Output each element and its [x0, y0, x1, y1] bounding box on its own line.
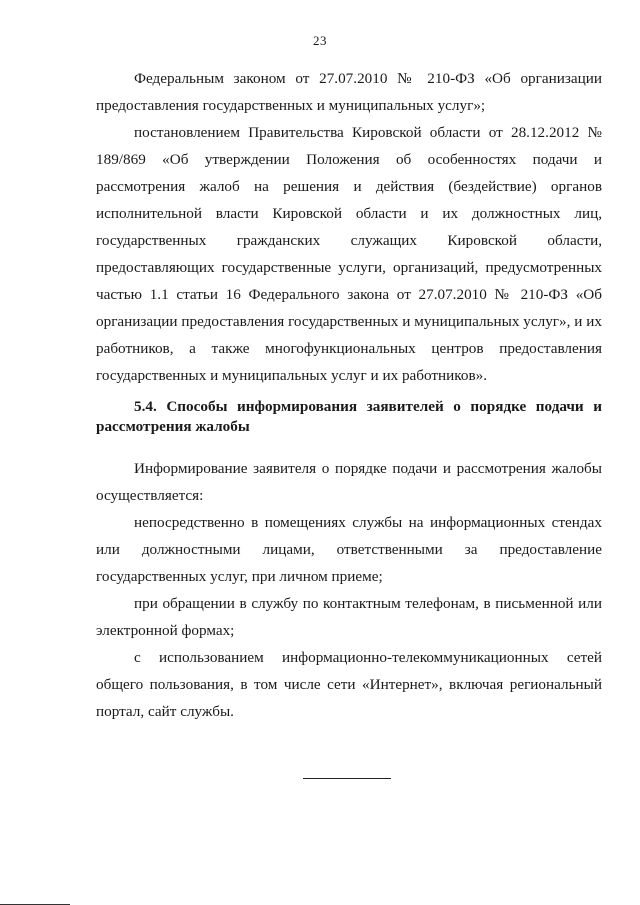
- document-body: [96, 65, 602, 725]
- page-number: 23: [313, 33, 327, 48]
- paragraph-informing-internet: с использованием информационно-телекоммуникационных сетей общего пользования, в том числе сети «Интернет», включая региональный портал, сайт службы.: [96, 649, 602, 720]
- paragraph-federal-law: Федеральным законом от 27.07.2010 № 210-ФЗ «Об организации предоставления государственных и муниципальных услуг»;: [96, 70, 602, 114]
- paragraph-informing-stands: непосредственно в помещениях службы на информационных стендах или должностными лицами, ответственными за предоставление государственных услуг, при личном приеме;: [96, 514, 602, 585]
- paragraph-government-resolution: постановлением Правительства Кировской области от 28.12.2012 № 189/869 «Об утверждении Положения об особенностях подачи и рассмотрения жалоб на решения и действия (бездействие) органов исполнительной власти Кировской области и их должностных лиц, государственных гражданских служащих Кировской области, предоставляющих государственные услуги, организаций, предусмотренных частью 1.1 статьи 16 Федерального закона от 27.07.2010 № 210-ФЗ «Об организации предоставления государственных и муниципальных услуг», и их работников, а также многофункциональных центров предоставления государственных и муниципальных услуг и их работников».: [96, 124, 602, 384]
- heading-spacer: [96, 437, 602, 455]
- paragraph-informing-phone: при обращении в службу по контактным телефонам, в письменной или электронной формах;: [96, 595, 602, 639]
- section-heading: 5.4. Способы информирования заявителей о порядке подачи и рассмотрения жалобы: [96, 398, 602, 435]
- end-of-text-rule: [303, 778, 391, 779]
- paragraph-informing-intro: Информирование заявителя о порядке подачи и рассмотрения жалобы осуществляется:: [96, 460, 602, 504]
